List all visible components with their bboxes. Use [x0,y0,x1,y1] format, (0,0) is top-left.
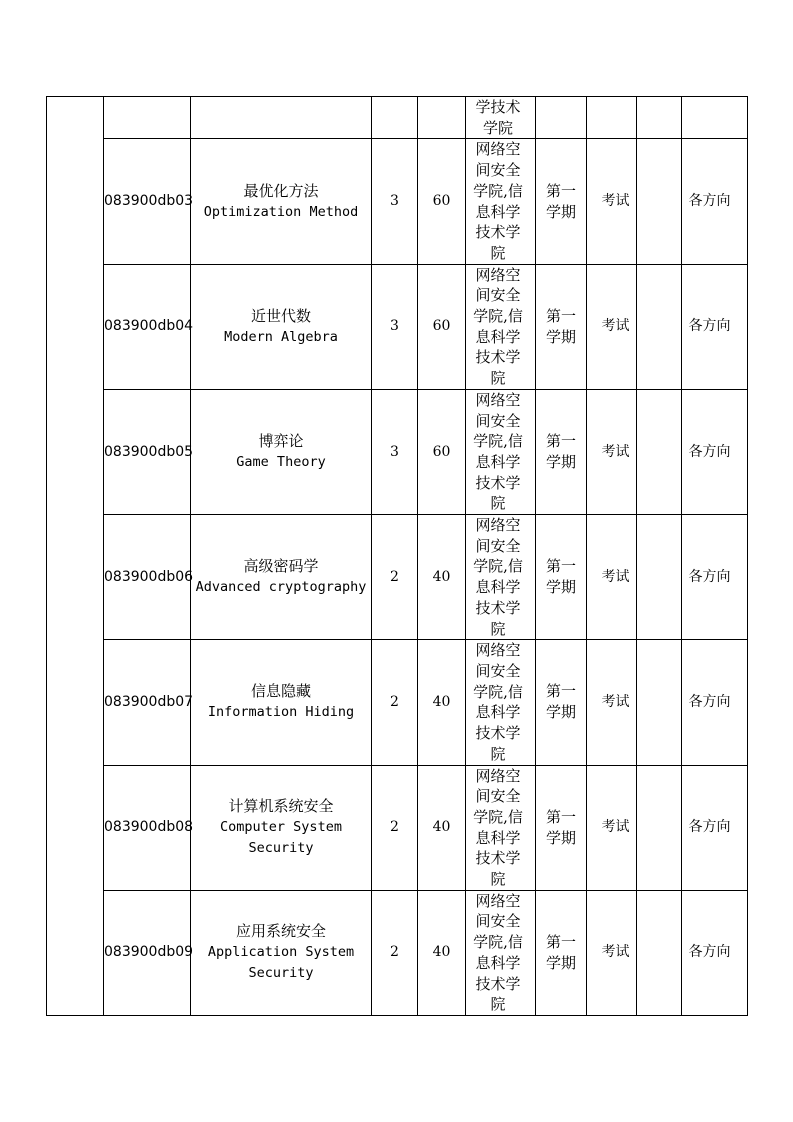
notes-cell [637,97,682,139]
assessment-cell [587,765,637,890]
course-code [104,139,194,264]
direction-cell [682,97,748,139]
school-cell [466,139,536,264]
direction-cell [682,139,748,264]
course-code-text: 083900db07 [104,694,194,711]
course-name-en: Information Hiding [207,704,355,721]
semester-text: 第一学期 [546,557,577,597]
school-text: 网络空间安全学院,信息科学技术学院 [473,140,523,262]
semester-text: 第一学期 [546,306,577,346]
semester-cell [536,389,587,514]
credits-cell [372,264,418,389]
hours-value: 60 [432,443,451,460]
table-row [47,389,748,514]
school-text: 网络空间安全学院,信息科学技术学院 [473,516,523,638]
direction-cell [682,264,748,389]
assessment-text: 考试 [601,944,630,961]
course-name-en: Advanced cryptography [195,579,367,596]
assessment-text: 考试 [601,694,630,711]
assessment-cell [587,97,637,139]
table-row [47,515,748,640]
assessment-text: 考试 [601,819,630,836]
table-row [47,139,748,264]
semester-text: 第一学期 [546,932,577,972]
credits-cell [372,640,418,765]
school-text: 网络空间安全学院,信息科学技术学院 [473,891,523,1014]
semester-cell [536,97,587,139]
course-name-cn: 博弈论 [258,431,304,450]
school-text: 网络空间安全学院,信息科学技术学院 [473,390,523,513]
hours-cell [418,97,466,139]
notes-cell [637,890,682,1015]
semester-cell [536,890,587,1015]
school-cell [466,765,536,890]
course-code [104,264,194,389]
course-name-en: Application System Security [207,944,355,982]
notes-cell [637,640,682,765]
course-name-cn: 最优化方法 [243,181,319,200]
course-code [104,890,194,1015]
credits-value: 3 [390,443,399,460]
hours-cell [418,389,466,514]
course-name-cn: 近世代数 [250,306,311,325]
course-code [104,765,194,890]
school-cell [466,97,536,139]
direction-text: 各方向 [688,568,731,585]
direction-text: 各方向 [688,819,731,836]
direction-cell [682,389,748,514]
course-name-en: Game Theory [236,453,326,470]
direction-text: 各方向 [688,443,731,460]
assessment-text: 考试 [601,443,630,460]
course-name-cn: 高级密码学 [243,557,319,576]
name-cell [191,97,372,139]
assessment-cell [587,139,637,264]
hours-cell [418,765,466,890]
notes-cell [637,389,682,514]
assessment-text: 考试 [601,193,630,210]
hours-cell [418,515,466,640]
notes-cell [637,515,682,640]
table-row [47,264,748,389]
hours-value: 40 [432,819,451,836]
category-cell [47,97,104,1016]
hours-value: 60 [432,193,451,210]
course-name-cell [191,640,372,765]
credits-cell [372,139,418,264]
course-code-text: 083900db05 [104,443,194,460]
course-table [46,96,748,1016]
school-text: 网络空间安全学院,信息科学技术学院 [473,766,523,889]
assessment-text: 考试 [601,318,630,335]
semester-cell [536,765,587,890]
course-code-text: 083900db09 [104,944,194,961]
credits-value: 2 [390,694,399,711]
table-row-continued [47,97,748,139]
code-cell [104,97,191,139]
semester-text: 第一学期 [546,682,577,722]
credits-cell [372,389,418,514]
course-name-cell [191,264,372,389]
credits-value: 2 [390,944,399,961]
school-text: 学技术学院 [475,98,521,137]
semester-cell [536,264,587,389]
direction-cell [682,890,748,1015]
assessment-cell [587,890,637,1015]
direction-cell [682,765,748,890]
course-code [104,515,194,640]
course-name-en: Optimization Method [203,203,359,220]
course-name-en: Modern Algebra [224,328,338,345]
direction-text: 各方向 [688,318,731,335]
school-cell [466,264,536,389]
course-name-cell [191,389,372,514]
credits-value: 3 [390,318,399,335]
course-name-cn: 计算机系统安全 [228,797,334,816]
table-body [47,97,748,1016]
course-code-text: 083900db03 [104,193,194,210]
direction-text: 各方向 [688,193,731,210]
course-name-cell [191,515,372,640]
course-code [104,640,194,765]
table-row [47,765,748,890]
hours-cell [418,139,466,264]
course-code-text: 083900db06 [104,568,194,585]
course-name-cell [191,139,372,264]
credits-cell [372,515,418,640]
credits-cell [372,97,418,139]
course-name-cn: 应用系统安全 [235,922,326,941]
notes-cell [637,139,682,264]
direction-text: 各方向 [688,944,731,961]
course-name-cell [191,765,372,890]
school-text: 网络空间安全学院,信息科学技术学院 [473,265,523,388]
course-code [104,389,194,514]
hours-value: 40 [432,568,451,585]
credits-cell [372,765,418,890]
hours-value: 40 [432,944,451,961]
credits-value: 2 [390,819,399,836]
credits-value: 3 [390,193,399,210]
credits-value: 2 [390,568,399,585]
hours-cell [418,890,466,1015]
assessment-cell [587,640,637,765]
course-code-text: 083900db08 [104,819,194,836]
semester-cell [536,515,587,640]
course-name-cell [191,890,372,1015]
course-name-cn: 信息隐藏 [250,682,311,701]
direction-cell [682,515,748,640]
semester-text: 第一学期 [546,431,577,471]
school-cell [466,389,536,514]
semester-cell [536,139,587,264]
course-code-text: 083900db04 [104,318,194,335]
school-text: 网络空间安全学院,信息科学技术学院 [473,641,523,763]
hours-cell [418,640,466,765]
school-cell [466,515,536,640]
hours-value: 60 [432,318,451,335]
notes-cell [637,264,682,389]
assessment-cell [587,515,637,640]
assessment-cell [587,389,637,514]
hours-cell [418,264,466,389]
assessment-text: 考试 [601,568,630,585]
direction-cell [682,640,748,765]
table-row [47,640,748,765]
semester-cell [536,640,587,765]
school-cell [466,640,536,765]
hours-value: 40 [432,694,451,711]
direction-text: 各方向 [688,694,731,711]
school-cell [466,890,536,1015]
semester-text: 第一学期 [546,181,577,221]
credits-cell [372,890,418,1015]
semester-text: 第一学期 [546,807,577,847]
course-name-en: Computer System Security [220,819,342,857]
assessment-cell [587,264,637,389]
table-row [47,890,748,1015]
notes-cell [637,765,682,890]
